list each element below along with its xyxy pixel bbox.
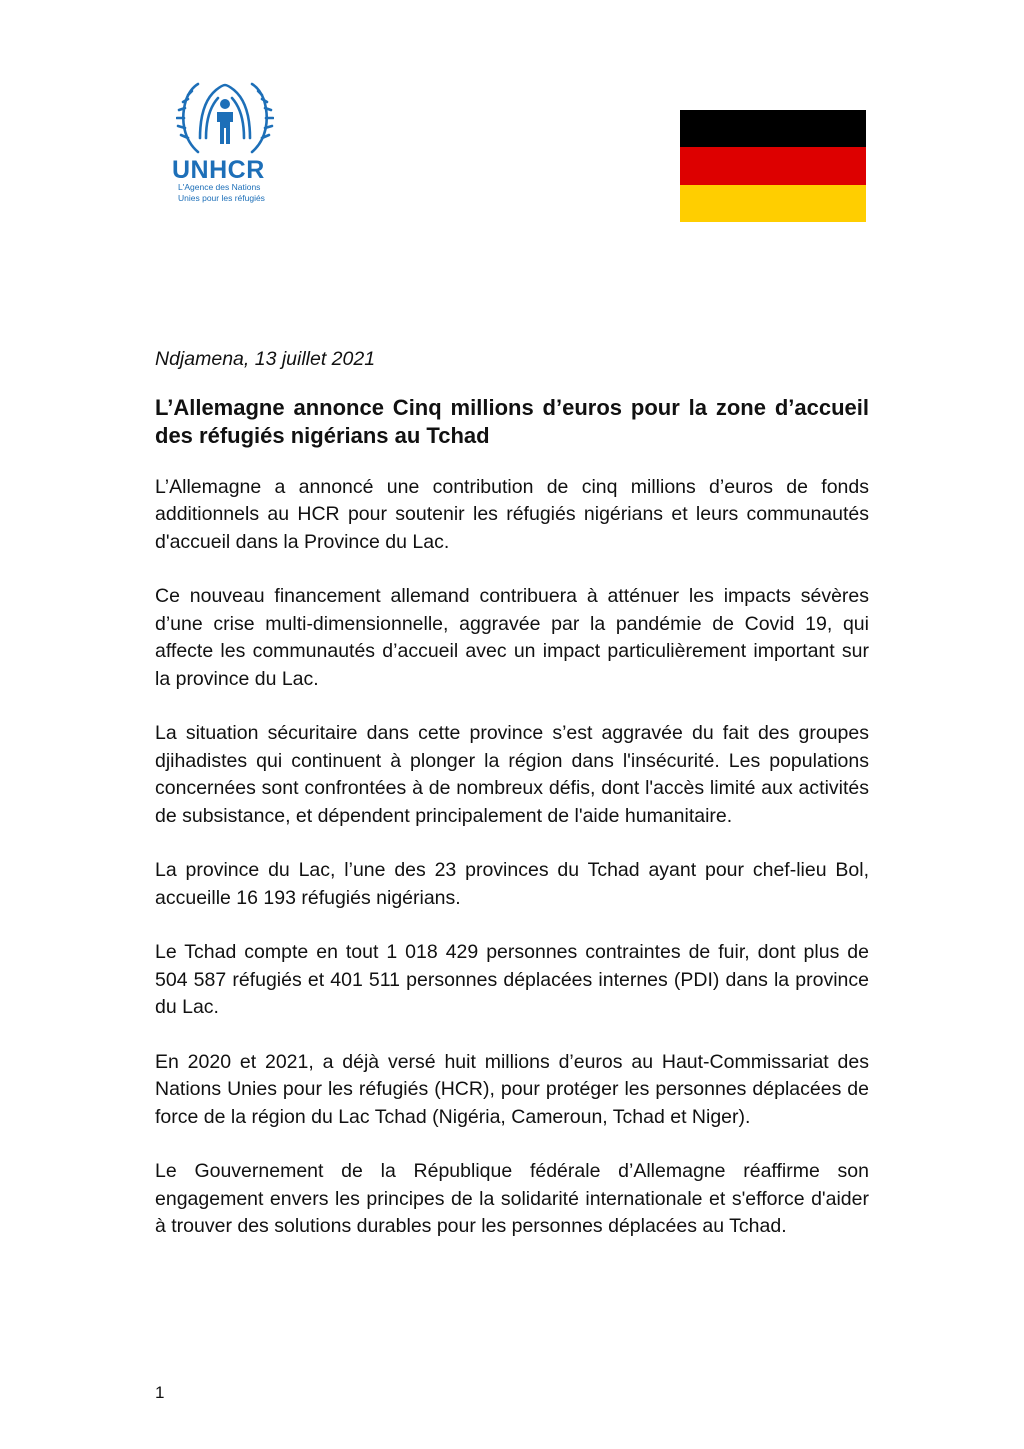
unhcr-emblem-icon <box>176 78 274 160</box>
page-number: 1 <box>155 1383 165 1402</box>
unhcr-logo <box>168 78 286 208</box>
unhcr-tagline-line-1: L'Agence des Nations <box>178 182 261 192</box>
paragraph-1: L’Allemagne a annoncé une contribution de cinq millions d’euros de fonds additionnels au HCR pour soutenir les réfugiés nigérians et leurs communautés d'accueil dans la Province du Lac. <box>155 475 869 553</box>
press-release-body <box>155 346 869 1268</box>
headline: L’Allemagne annonce Cinq millions d’euros pour la zone d’accueil des réfugiés nigérians au Tchad <box>155 394 869 448</box>
flag-stripe-gold <box>680 185 866 222</box>
paragraph-5: Le Tchad compte en tout 1 018 429 personnes contraintes de fuir, dont plus de 504 587 réfugiés et 401 511 personnes déplacées internes (PDI) dans la province du Lac. <box>155 941 869 1018</box>
flag-stripe-black <box>680 110 866 147</box>
unhcr-tagline <box>178 182 265 204</box>
paragraph-2: Ce nouveau financement allemand contribuera à atténuer les impacts sévères d’une crise multi-dimensionnelle, aggravée par la pandémie de Covid 19, qui affecte les communautés d’accueil avec un impact particulièrement important sur la province du Lac. <box>155 585 869 690</box>
unhcr-tagline-line-2: Unies pour les réfugiés <box>178 193 265 203</box>
germany-flag <box>680 110 866 222</box>
unhcr-wordmark: UNHCR <box>172 156 265 184</box>
dateline: Ndjamena, 13 juillet 2021 <box>155 348 376 370</box>
paragraph-4: La province du Lac, l’une des 23 provinces du Tchad ayant pour chef-lieu Bol, accueille 16 193 réfugiés nigérians. <box>155 859 869 909</box>
paragraph-7: Le Gouvernement de la République fédérale d’Allemagne réaffirme son engagement envers les principes de la solidarité internationale et s'efforce d'aider à trouver des solutions durables pour les personnes déplacées au Tchad. <box>155 1160 869 1237</box>
paragraph-6: En 2020 et 2021, a déjà versé huit millions d’euros au Haut-Commissariat des Nations Unies pour les réfugiés (HCR), pour protéger les personnes déplacées de force de la région du Lac Tchad (Nigéria, Cameroun, Tchad et Niger). <box>155 1050 869 1128</box>
paragraph-3: La situation sécuritaire dans cette province s’est aggravée du fait des groupes djihadistes qui continuent à plonger la région dans l'insécurité. Les populations concernées sont confrontées à de nombreux défis, dont l'accès limité aux activités de subsistance, et dépendent principalement de l'aide humanitaire. <box>155 722 869 827</box>
flag-stripe-red <box>680 147 866 184</box>
